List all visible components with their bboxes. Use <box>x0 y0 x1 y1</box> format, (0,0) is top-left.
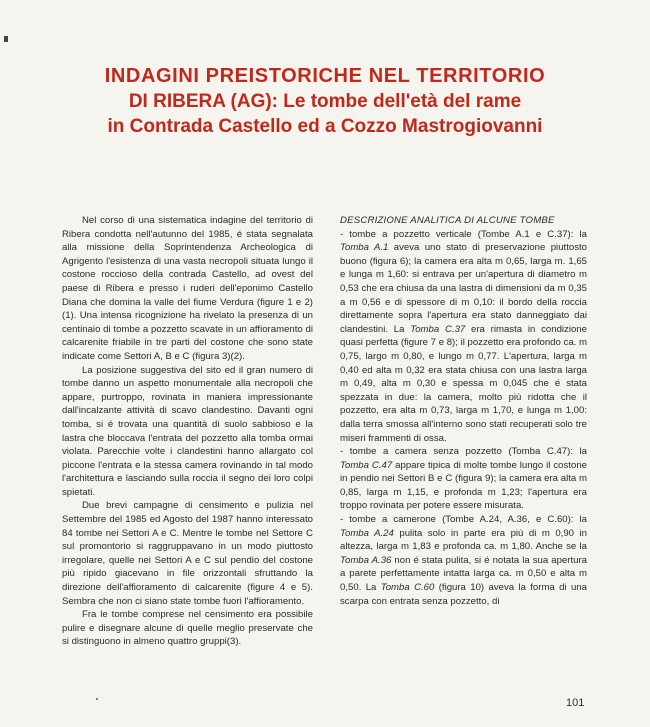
section-heading: DESCRIZIONE ANALITICA DI ALCUNE TOMBE <box>340 215 555 226</box>
right-column <box>340 214 587 608</box>
paragraph: Due brevi campagne di censimento e pulizia nel Settembre del 1985 ed Agosto del 1987 hanno interessato 84 tombe nei Settori A e C. Mentre le tombe nel Settore C sul promontorio si raggruppavano in un modo piuttosto irregolare, quelle nei Settori A e C sul pendio del costone più ripido giacevano in file orizzontali sfruttando la direzione dell'affioramento di calcarenite (figure 4 e 5). Sembra che non ci siano state tombe fuori l'affioramento. <box>62 500 313 607</box>
entry-text: - tombe a camerone (Tombe A.24, A.36, e C.60): la <box>340 514 587 526</box>
paragraph: Fra le tombe comprese nel censimento era possibile pulire e disegnare alcune di quelle meglio preservate che si distinguono in almeno quattro gruppi(3). <box>62 609 313 648</box>
entry-text: appare tipica di molte tombe lungo il costone in pendio nei Settori B e C (figura 9); la camera era alta m 0,85, larga m 1,15, e profonda m 1,23; l'apertura era troppo rovinata per potere essere misurata. <box>340 459 587 512</box>
paragraph: Nel corso di una sistematica indagine del territorio di Ribera condotta nell'autunno del 1985, é stata segnalata alla missione della Soprintendenza Archeologica di Agrigento l'esistenza di una vasta necropoli situata lungo il costone roccioso della contrada Castello, ad ovest del paese di Ribera e presso i ruderi dell'eponimo Castello Diana che domina la valle del fiume Verdura (figure 1 e 2)(1). Una intensa ricognizione ha rivelato la presenza di un centinaio di tombe a pozzetto scavate in un affioramento di calcarenite friabile in tre parti del costone che sono state indicate come Settori A, B e C (figura 3)(2). <box>62 215 313 362</box>
entry-text: (figura 10) aveva la forma di una scarpa con entrata senza pozzetto, di <box>340 582 587 607</box>
page-number: 101 <box>566 697 585 709</box>
tomb-ref: Tomba C.60 <box>380 582 435 594</box>
tomb-ref: Tomba C.47 <box>340 459 393 471</box>
tomb-ref: Tomba A.1 <box>340 242 389 254</box>
entry-text: era rimasta in condizione quasi perfetta (figure 7 e 8); il pozzetto era profondo ca. m 0,75, largo m 0,80, e lungo m 0,77. L'apertura, larga m 0,40 ed alta m 0,32 era stata chiusa con una lastra larga m 0,49, alta m 0,30 e spessa m 0,045 che é stata spezzata in due: la camera, molto più ridotta che il pozzetto, era alta m 0,73, larga m 1,70, e lunga m 1,00: dalla terra smossa all'interno sono stati recuperati solo tre miseri frammenti di ossa. <box>340 323 587 444</box>
left-column <box>62 214 313 649</box>
tomb-ref: Tomba A.36 <box>340 554 392 566</box>
entry-camerone <box>340 513 587 608</box>
entry-text: aveva uno stato di preservazione piuttosto buono (figura 6); la camera era alta m 0,65, larga m. 1,65 e lunga m 1,60: si entrava per un'apertura di diametro m 0,53 che era chiusa da una lastra di dimensioni da m 0,35 a m 0,56 e di spessore di m 0,10: il bordo della roccia direttamente sopra l'apertura era stato danneggiato dai clandestini. La <box>340 242 587 335</box>
page-speck <box>96 698 98 700</box>
entry-camera <box>340 445 587 513</box>
entry-text: pulita solo in parte era più di m 0,90 in altezza, larga m 1,83 e profonda ca. m 1,80. Anche se la <box>340 527 587 553</box>
entry-pozzetto <box>340 228 587 446</box>
article-title <box>0 64 650 139</box>
tomb-ref: Tomba A.24 <box>340 527 394 539</box>
paragraph: La posizione suggestiva del sito ed il gran numero di tombe danno un aspetto monumentale alla necropoli che appare, purtroppo, rovinata in maniera impressionante dall'incalzante attività di scavo clandestino. Davanti ogni tomba, si é trovata una quantità di suolo sabbioso e la lastra che bloccava l'entrata del pozzetto alla tomba ormai violata. Parecchie volte i clandestini hanno allargato col piccone l'entrata e la stessa camera rovinando in tal modo l'architettura e lasciando sulla roccia il segno dei loro colpi spietati. <box>62 364 313 498</box>
title-line-1: INDAGINI PREISTORICHE NEL TERRITORIO <box>104 65 546 87</box>
entry-text: - tombe a camera senza pozzetto (Tomba C.47): la <box>340 446 587 458</box>
edge-mark <box>4 36 8 42</box>
title-line-2: DI RIBERA (AG): Le tombe dell'età del rame <box>128 91 522 112</box>
tomb-ref: Tomba C.37 <box>410 323 466 335</box>
entry-text: non é stata pulita, si é notata la sua apertura a parete perfettamente intatta larga ca. m 0,50 e alta m 0,50. La <box>340 554 587 594</box>
entry-text: - tombe a pozzetto verticale (Tombe A.1 e C.37): la <box>340 228 587 240</box>
title-line-3: in Contrada Castello ed a Cozzo Mastrogiovanni <box>107 116 543 137</box>
